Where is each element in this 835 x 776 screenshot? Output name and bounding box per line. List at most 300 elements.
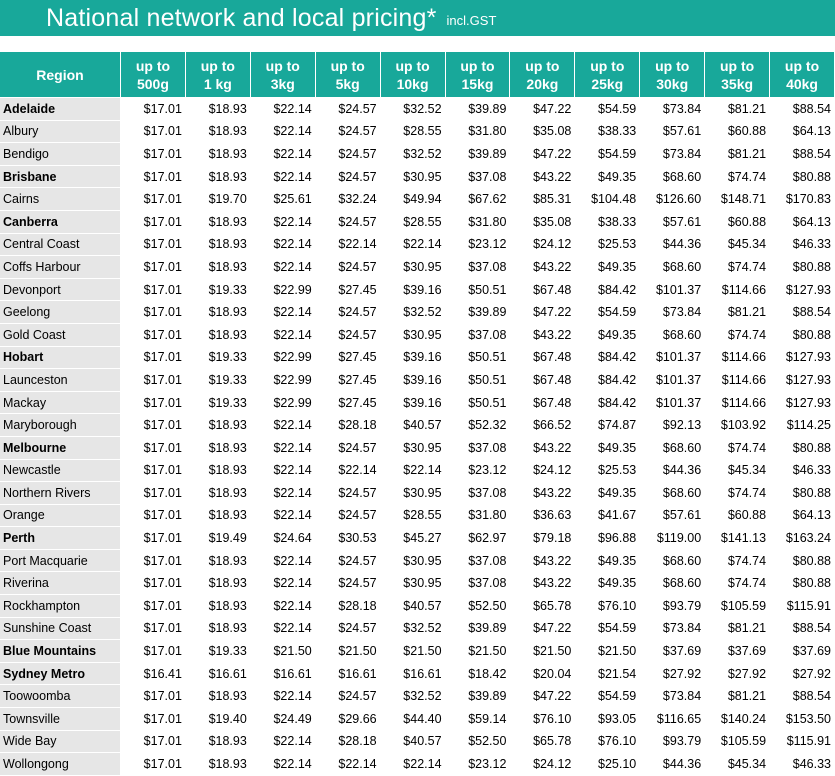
price-cell: $23.12 [445,459,510,482]
price-cell: $32.52 [380,98,445,121]
price-cell: $84.42 [575,278,640,301]
region-cell: Newcastle [0,459,121,482]
price-cell: $84.42 [575,369,640,392]
price-cell: $30.95 [380,323,445,346]
weight-prefix: up to [395,57,430,74]
price-cell: $170.83 [770,188,835,211]
weight-column-header [185,52,250,98]
price-cell: $74.74 [705,256,770,279]
price-cell: $28.55 [380,120,445,143]
region-cell: Melbourne [0,436,121,459]
price-cell: $45.27 [380,527,445,550]
price-cell: $28.18 [315,414,380,437]
price-cell: $29.66 [315,708,380,731]
price-cell: $22.14 [250,165,315,188]
price-cell: $127.93 [770,369,835,392]
price-cell: $54.59 [575,143,640,166]
price-cell: $16.61 [185,662,250,685]
price-cell: $46.33 [770,459,835,482]
price-cell: $67.48 [510,369,575,392]
price-cell: $59.14 [445,708,510,731]
price-cell: $44.36 [640,753,705,776]
price-cell: $24.57 [315,436,380,459]
price-cell: $84.42 [575,346,640,369]
price-cell: $49.94 [380,188,445,211]
price-cell: $24.57 [315,323,380,346]
price-cell: $24.57 [315,685,380,708]
region-cell: Wollongong [0,753,121,776]
price-cell: $73.84 [640,617,705,640]
price-cell: $17.01 [121,143,186,166]
price-cell: $31.80 [445,120,510,143]
price-cell: $28.18 [315,730,380,753]
price-cell: $17.01 [121,572,186,595]
region-cell: Gold Coast [0,323,121,346]
price-cell: $73.84 [640,143,705,166]
price-cell: $22.14 [315,753,380,776]
price-cell: $39.16 [380,346,445,369]
price-cell: $45.34 [705,233,770,256]
page-title: National network and local pricing* [46,3,437,32]
price-cell: $24.64 [250,527,315,550]
price-cell: $22.14 [250,617,315,640]
weight-column-header [250,52,315,98]
price-cell: $18.93 [185,436,250,459]
price-cell: $49.35 [575,165,640,188]
region-cell: Port Macquarie [0,549,121,572]
price-cell: $24.49 [250,708,315,731]
price-cell: $17.01 [121,685,186,708]
price-cell: $73.84 [640,301,705,324]
table-row [0,233,835,256]
table-body [0,98,835,776]
table-row [0,436,835,459]
price-cell: $37.69 [770,640,835,663]
price-cell: $43.22 [510,549,575,572]
price-cell: $50.51 [445,391,510,414]
price-cell: $74.74 [705,165,770,188]
price-cell: $27.92 [640,662,705,685]
price-cell: $47.22 [510,301,575,324]
price-cell: $68.60 [640,549,705,572]
weight-prefix: up to [330,57,365,74]
price-cell: $16.61 [250,662,315,685]
price-cell: $68.60 [640,256,705,279]
region-cell: Northern Rivers [0,482,121,505]
price-cell: $47.22 [510,685,575,708]
price-cell: $30.95 [380,482,445,505]
price-cell: $22.99 [250,346,315,369]
price-cell: $18.93 [185,143,250,166]
price-cell: $17.01 [121,278,186,301]
price-cell: $57.61 [640,504,705,527]
price-cell: $141.13 [705,527,770,550]
price-cell: $27.45 [315,346,380,369]
price-cell: $21.50 [315,640,380,663]
price-cell: $47.22 [510,98,575,121]
price-cell: $21.50 [510,640,575,663]
price-cell: $103.92 [705,414,770,437]
table-row [0,730,835,753]
region-cell: Sydney Metro [0,662,121,685]
price-cell: $21.54 [575,662,640,685]
price-cell: $114.66 [705,278,770,301]
table-row [0,595,835,618]
price-cell: $101.37 [640,391,705,414]
price-cell: $44.40 [380,708,445,731]
region-cell: Canberra [0,210,121,233]
weight-prefix: up to [525,57,560,74]
weight-prefix: up to [784,57,820,74]
price-cell: $35.08 [510,120,575,143]
weight-column-header [380,52,445,98]
price-cell: $54.59 [575,301,640,324]
price-cell: $17.01 [121,346,186,369]
price-cell: $23.12 [445,753,510,776]
price-cell: $17.01 [121,459,186,482]
price-cell: $18.93 [185,482,250,505]
region-cell: Wide Bay [0,730,121,753]
table-row [0,549,835,572]
price-cell: $17.01 [121,414,186,437]
table-row [0,504,835,527]
price-cell: $80.88 [770,436,835,459]
price-cell: $80.88 [770,256,835,279]
price-cell: $16.61 [315,662,380,685]
price-cell: $18.93 [185,730,250,753]
table-row [0,482,835,505]
price-cell: $25.53 [575,233,640,256]
price-cell: $140.24 [705,708,770,731]
table-row [0,165,835,188]
price-cell: $22.14 [250,301,315,324]
price-cell: $25.53 [575,459,640,482]
price-cell: $22.99 [250,278,315,301]
price-cell: $37.69 [705,640,770,663]
price-cell: $60.88 [705,120,770,143]
price-cell: $22.14 [250,572,315,595]
price-cell: $47.22 [510,617,575,640]
price-cell: $22.14 [250,143,315,166]
weight-prefix: up to [460,57,495,74]
price-cell: $18.93 [185,98,250,121]
price-cell: $54.59 [575,685,640,708]
price-cell: $18.42 [445,662,510,685]
price-cell: $32.52 [380,301,445,324]
price-cell: $24.57 [315,120,380,143]
price-cell: $39.16 [380,278,445,301]
price-cell: $22.14 [250,414,315,437]
price-cell: $64.13 [770,120,835,143]
price-cell: $49.35 [575,323,640,346]
price-cell: $17.01 [121,256,186,279]
price-cell: $18.93 [185,256,250,279]
price-cell: $19.40 [185,708,250,731]
price-cell: $24.57 [315,256,380,279]
price-cell: $115.91 [770,595,835,618]
price-cell: $27.92 [770,662,835,685]
table-row [0,640,835,663]
price-cell: $96.88 [575,527,640,550]
price-cell: $39.89 [445,617,510,640]
price-cell: $40.57 [380,414,445,437]
price-cell: $30.95 [380,572,445,595]
price-cell: $114.66 [705,391,770,414]
price-cell: $24.57 [315,301,380,324]
price-cell: $40.57 [380,730,445,753]
weight-value: 500g [136,75,169,92]
price-cell: $19.49 [185,527,250,550]
price-cell: $24.57 [315,482,380,505]
price-cell: $30.53 [315,527,380,550]
price-cell: $52.32 [445,414,510,437]
price-cell: $116.65 [640,708,705,731]
price-cell: $76.10 [575,595,640,618]
price-cell: $28.55 [380,210,445,233]
price-cell: $32.52 [380,617,445,640]
price-cell: $44.36 [640,233,705,256]
table-row [0,301,835,324]
region-cell: Brisbane [0,165,121,188]
price-cell: $52.50 [445,595,510,618]
price-cell: $24.57 [315,98,380,121]
price-cell: $22.14 [250,256,315,279]
price-cell: $74.74 [705,436,770,459]
price-cell: $22.14 [250,482,315,505]
weight-prefix: up to [265,57,300,74]
price-cell: $148.71 [705,188,770,211]
price-cell: $32.52 [380,143,445,166]
price-cell: $24.12 [510,753,575,776]
table-row [0,617,835,640]
price-cell: $43.22 [510,572,575,595]
price-cell: $93.05 [575,708,640,731]
price-cell: $19.33 [185,278,250,301]
price-cell: $62.97 [445,527,510,550]
table-row [0,98,835,121]
price-cell: $126.60 [640,188,705,211]
price-cell: $22.14 [250,595,315,618]
price-cell: $18.93 [185,617,250,640]
price-cell: $22.14 [250,549,315,572]
price-cell: $74.74 [705,549,770,572]
price-cell: $17.01 [121,98,186,121]
price-cell: $67.48 [510,391,575,414]
price-cell: $65.78 [510,730,575,753]
price-cell: $25.61 [250,188,315,211]
price-cell: $67.62 [445,188,510,211]
pricing-table [0,52,835,776]
price-cell: $37.08 [445,549,510,572]
price-cell: $92.13 [640,414,705,437]
weight-prefix: up to [135,57,171,74]
weight-column-header [575,52,640,98]
price-cell: $19.70 [185,188,250,211]
price-cell: $54.59 [575,98,640,121]
price-cell: $64.13 [770,504,835,527]
price-cell: $18.93 [185,572,250,595]
price-cell: $22.14 [250,323,315,346]
price-cell: $57.61 [640,120,705,143]
price-cell: $127.93 [770,391,835,414]
price-cell: $18.93 [185,504,250,527]
price-cell: $17.01 [121,753,186,776]
price-cell: $36.63 [510,504,575,527]
price-cell: $27.45 [315,391,380,414]
price-cell: $31.80 [445,504,510,527]
region-cell: Cairns [0,188,121,211]
price-cell: $18.93 [185,120,250,143]
price-cell: $22.14 [380,753,445,776]
price-cell: $18.93 [185,549,250,572]
price-cell: $101.37 [640,346,705,369]
price-cell: $66.52 [510,414,575,437]
region-cell: Perth [0,527,121,550]
table-row [0,369,835,392]
price-cell: $32.52 [380,685,445,708]
price-cell: $81.21 [705,143,770,166]
price-cell: $20.04 [510,662,575,685]
price-cell: $27.92 [705,662,770,685]
price-cell: $39.89 [445,301,510,324]
price-cell: $24.57 [315,210,380,233]
table-row [0,753,835,776]
price-cell: $39.16 [380,369,445,392]
price-cell: $153.50 [770,708,835,731]
price-cell: $32.24 [315,188,380,211]
price-cell: $81.21 [705,685,770,708]
table-row [0,323,835,346]
weight-value: 35kg [721,75,754,92]
price-cell: $38.33 [575,210,640,233]
price-cell: $43.22 [510,165,575,188]
price-cell: $22.99 [250,391,315,414]
price-cell: $88.54 [770,301,835,324]
region-cell: Townsville [0,708,121,731]
price-cell: $24.57 [315,572,380,595]
price-cell: $73.84 [640,98,705,121]
price-cell: $101.37 [640,369,705,392]
price-cell: $93.79 [640,730,705,753]
table-row [0,278,835,301]
region-cell: Mackay [0,391,121,414]
price-cell: $28.18 [315,595,380,618]
price-cell: $39.16 [380,391,445,414]
price-cell: $49.35 [575,549,640,572]
price-cell: $22.14 [380,459,445,482]
price-cell: $17.01 [121,120,186,143]
price-cell: $49.35 [575,436,640,459]
price-cell: $17.01 [121,391,186,414]
price-cell: $18.93 [185,753,250,776]
price-cell: $40.57 [380,595,445,618]
table-row [0,572,835,595]
price-cell: $18.93 [185,233,250,256]
price-cell: $19.33 [185,369,250,392]
weight-column-header [640,52,705,98]
price-cell: $114.25 [770,414,835,437]
weight-value: 10kg [396,75,429,92]
table-row [0,459,835,482]
price-cell: $19.33 [185,391,250,414]
price-cell: $65.78 [510,595,575,618]
price-cell: $30.95 [380,256,445,279]
price-cell: $28.55 [380,504,445,527]
price-cell: $74.74 [705,572,770,595]
weight-value: 5kg [335,75,360,92]
price-cell: $64.13 [770,210,835,233]
price-cell: $114.66 [705,369,770,392]
table-row [0,685,835,708]
table-row [0,391,835,414]
price-cell: $38.33 [575,120,640,143]
price-cell: $93.79 [640,595,705,618]
price-cell: $21.50 [250,640,315,663]
weight-value: 40kg [786,75,818,92]
price-cell: $22.14 [250,685,315,708]
price-cell: $16.41 [121,662,186,685]
region-cell: Maryborough [0,414,121,437]
price-cell: $43.22 [510,482,575,505]
price-cell: $22.14 [250,98,315,121]
price-cell: $84.42 [575,391,640,414]
price-cell: $22.14 [250,436,315,459]
weight-value: 15kg [461,75,494,92]
region-cell: Orange [0,504,121,527]
table-row [0,188,835,211]
weight-value: 25kg [591,75,624,92]
price-cell: $18.93 [185,210,250,233]
table-row [0,527,835,550]
region-cell: Sunshine Coast [0,617,121,640]
price-cell: $37.08 [445,436,510,459]
price-cell: $80.88 [770,482,835,505]
price-cell: $37.08 [445,256,510,279]
price-cell: $80.88 [770,549,835,572]
price-cell: $74.74 [705,482,770,505]
region-cell: Hobart [0,346,121,369]
price-cell: $18.93 [185,414,250,437]
price-cell: $60.88 [705,210,770,233]
price-cell: $18.93 [185,595,250,618]
price-cell: $80.88 [770,572,835,595]
price-cell: $21.50 [380,640,445,663]
table-row [0,256,835,279]
region-cell: Toowoomba [0,685,121,708]
price-cell: $17.01 [121,323,186,346]
price-cell: $27.45 [315,278,380,301]
price-cell: $17.01 [121,233,186,256]
price-cell: $163.24 [770,527,835,550]
price-cell: $17.01 [121,482,186,505]
price-cell: $46.33 [770,233,835,256]
price-cell: $22.14 [250,730,315,753]
price-cell: $50.51 [445,278,510,301]
price-cell: $17.01 [121,369,186,392]
price-cell: $39.89 [445,143,510,166]
price-cell: $88.54 [770,98,835,121]
price-cell: $68.60 [640,165,705,188]
price-cell: $17.01 [121,527,186,550]
weight-column-header [510,52,575,98]
price-cell: $37.69 [640,640,705,663]
price-cell: $24.12 [510,459,575,482]
price-cell: $104.48 [575,188,640,211]
region-cell: Blue Mountains [0,640,121,663]
price-cell: $22.14 [315,459,380,482]
price-cell: $37.08 [445,165,510,188]
price-cell: $50.51 [445,346,510,369]
